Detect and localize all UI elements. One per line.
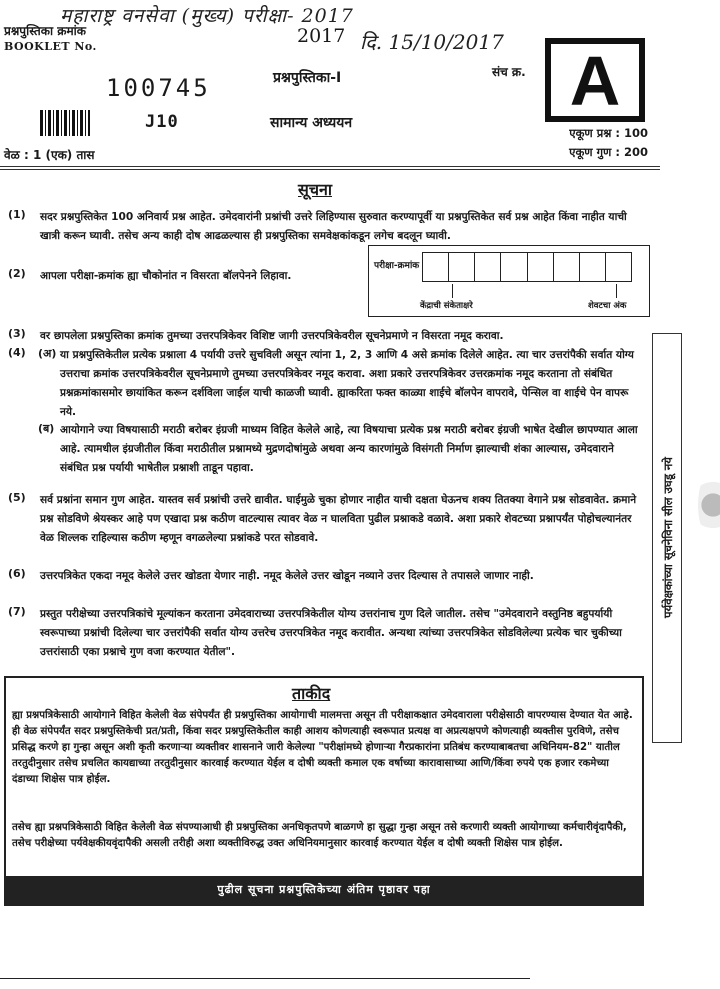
seat-caption-centre-code: केंद्राची संकेताक्षरे (420, 301, 473, 311)
total-marks: एकूण गुण : 200 (569, 145, 648, 159)
header-divider (0, 166, 660, 167)
seal-notice: पर्यवेक्षकांच्या सूचनेविना सील उघडू नये (661, 457, 675, 619)
instruction-number: (1) (8, 208, 26, 221)
staple-mark-icon (698, 470, 720, 540)
instruction-item: सर्व प्रश्नांना समान गुण आहेत. यास्तव सर्व प्रश्नांची उत्तरे द्यावीत. घाईमुळे चुका होणार नाहीत याची दक्षता घेऊनच शक्य तितक्या वेगाने प्रश्न सोडवावेत. क्रमाने प्रश्न सोडविणे श्रेयस्कर आहे पण एखादा प्रश्न कठीण वाटल्यास त्यावर वेळ न घालविता पुढील प्रश्नाकडे वळावे. अशा प्रकारे शेवटच्या प्रश्नापर्यंत पोहोचल्यानंतर वेळ शिल्लक राहिल्यास कठीण म्हणून वगळलेल्या प्रश्नांकडे परत सोडवावे. (40, 494, 637, 544)
paper-code: J10 (145, 112, 179, 132)
instruction-item: उत्तरपत्रिकेत एकदा नमूद केलेले उत्तर खोडता येणार नाही. नमूद केलेले उत्तर खोडून नव्याने उत्तर दिल्यास ते तपासले जाणार नाही. (40, 570, 534, 582)
seat-digit-box[interactable] (501, 253, 527, 281)
booklet-number: 100745 (106, 74, 211, 102)
instructions-heading: सूचना (298, 180, 333, 199)
seat-digit-box[interactable] (554, 253, 580, 281)
instruction-number: (5) (8, 491, 26, 504)
arrow-up-icon (616, 284, 617, 298)
warning-footer-banner: पुढील सूचना प्रश्नपुस्तिकेच्या अंतिम पृष्ठावर पहा (6, 876, 642, 904)
handwritten-title: महाराष्ट्र वनसेवा (मुख्य) परीक्षा- 2017 (60, 5, 354, 27)
subject-title: सामान्य अध्ययन (270, 115, 353, 131)
warning-paragraph: तसेच ह्या प्रश्नपत्रिकेसाठी विहित केलेली वेळ संपण्याआधी ही प्रश्नपुस्तिका अनधिकृतपणे बाळगणे हा सुद्धा गुन्हा असून तसे करणारी व्यक्ती आयोगाच्या कर्मचारीवृंदापैकी, तसेच परीक्षेच्या पर्यवेक्षकीयवृंदापैकी असली तरीही अशा व्यक्तीविरुद्ध उक्त अधिनियमानुसार कारवाई करण्यात येईल व दोषी व्यक्ती शिक्षेस पात्र होईल. (12, 822, 627, 849)
instruction-item: प्रस्तुत परीक्षेच्या उत्तरपत्रिकांचे मूल्यांकन करताना उमेदवाराच्या उत्तरपत्रिकेतील योग्य उत्तरांनाच गुण दिले जातील. तसेच "उमेदवाराने वस्तुनिष्ठ बहुपर्यायी स्वरूपाच्या प्रश्नांची दिलेल्या चार उत्तरांपैकी सर्वात योग्य उत्तरेच उत्तरपत्रिकेत नमूद करावीत. अन्यथा त्यांच्या उत्तरपत्रिकेत सोडविलेल्या प्रत्येक चार चुकीच्या उत्तरांसाठी एका प्रश्नाचे गुण वजा करण्यात येतील". (40, 608, 622, 658)
booklet-title: प्रश्नपुस्तिका-I (273, 70, 342, 86)
instruction-number: (6) (8, 567, 26, 580)
instruction-item: सदर प्रश्नपुस्तिकेत 100 अनिवार्य प्रश्न आहेत. उमेदवारांनी प्रश्नांची उत्तरे लिहिण्यास सुरुवात करण्यापूर्वी या प्रश्नपुस्तिकेत सर्व प्रश्न आहेत किंवा नाहीत याची खात्री करून घ्यावी. तसेच अन्य काही दोष आढळल्यास ही प्रश्नपुस्तिका समवेक्षकांकडून लगेच बदलून घ्यावी. (40, 211, 627, 242)
instruction-number: (4) (8, 346, 26, 359)
bottom-divider (0, 978, 530, 979)
seat-caption-last-digit: शेवटचा अंक (588, 301, 627, 311)
set-letter: A (569, 42, 621, 120)
set-letter-box (545, 38, 645, 122)
seat-digit-box[interactable] (528, 253, 554, 281)
seat-digit-box[interactable] (475, 253, 501, 281)
warning-heading: ताकीद (292, 684, 331, 703)
instruction-item: या प्रश्नपुस्तिकेतील प्रत्येक प्रश्नाला 4 पर्यायी उत्तरे सुचविली असून त्यांना 1, 2, 3 आणि 4 असे क्रमांक दिलेले आहेत. त्या चार उत्तरांपैकी सर्वात योग्य उत्तराचा क्रमांक उत्तरपत्रिकेवरील सूचनेप्रमाणे तुमच्या उत्तरपत्रिकेवर नमूद करावा. अशा प्रकारे उत्तरपत्रिकेवर उत्तरक्रमांक नमूद करताना तो संबंधित प्रश्नक्रमांकासमोर छायांकित करून दर्शविला जाईल याची काळजी घ्यावी. ह्याकरिता फक्त काळ्या शाईचे बॉलपेन वापरावे, पेन्सिल वा शाईचे पेन वापरू नये. (60, 349, 634, 418)
booklet-label-marathi: प्रश्नपुस्तिका क्रमांक (4, 24, 86, 38)
warning-paragraph: ह्या प्रश्नपत्रिकेसाठी आयोगाने विहित केलेली वेळ संपेपर्यंत ही प्रश्नपुस्तिका आयोगाची मालमत्ता असून ती परीक्षाकक्षात उमेदवाराला परीक्षेसाठी वापरण्यास देण्यात येत आहे. ही वेळ संपेपर्यंत सदर प्रश्नपुस्तिकेची प्रत/प्रती, किंवा सदर प्रश्नपुस्तिकेतील काही आशय कोणत्याही स्वरूपात प्रत्यक्ष वा अप्रत्यक्षपणे कोणत्याही व्यक्तीस पुरविणे, तसेच प्रसिद्ध करणे हा गुन्हा असून अशी कृती करणाऱ्या व्यक्तीवर शासनाने जारी केलेल्या "परीक्षांमध्ये होणाऱ्या गैरप्रकारांना प्रतिबंध करण्याबाबतचा अधिनियम-82" यातील तरतुदीनुसार तसेच प्रचलित कायद्याच्या तरतुदीनुसार कारवाई करण्यात येईल व दोषी व्यक्ती कमाल एक वर्षाच्या कारावासाच्या आणि/किंवा रुपये एक हजार रकमेच्या दंडाच्या शिक्षेस पात्र होईल. (12, 710, 633, 785)
seat-number-label: परीक्षा-क्रमांक (374, 261, 420, 271)
instruction-item: आयोगाने ज्या विषयासाठी मराठी बरोबर इंग्रजी माध्यम विहित केलेले आहे, त्या विषयाचा प्रत्येक प्रश्न मराठी बरोबर इंग्रजी भाषेत देखील छापण्यात आला आहे. त्यामधील इंग्रजीतील किंवा मराठीतील प्रश्नामध्ये मुद्रणदोषांमुळे अथवा अन्य कारणांमुळे विसंगती निर्माण झाल्याची शंका आल्यास, उमेदवाराने संबंधित प्रश्न पर्यायी भाषेतील प्रश्नाशी ताडून पहावा. (60, 424, 638, 474)
set-label: संच क्र. (492, 65, 526, 79)
seat-digit-box[interactable] (580, 253, 606, 281)
instruction-number: (2) (8, 267, 26, 280)
instruction-sub-label: (अ) (38, 347, 57, 360)
instruction-number: (3) (8, 327, 26, 340)
arrow-up-icon (452, 284, 453, 298)
seat-digit-box[interactable] (423, 253, 449, 281)
booklet-label-english: BOOKLET No. (4, 40, 97, 53)
handwritten-date: दि. 15/10/2017 (360, 30, 504, 54)
header-divider-2 (0, 169, 660, 170)
instruction-number: (7) (8, 605, 26, 618)
seal-side-panel (652, 333, 682, 743)
seat-number-boxes[interactable] (422, 252, 632, 282)
instruction-sub-label: (ब) (38, 422, 55, 435)
total-questions: एकूण प्रश्न : 100 (569, 126, 648, 140)
exam-time: वेळ : 1 (एक) तास (4, 148, 95, 162)
barcode-icon (40, 110, 90, 136)
exam-year: 2017 (297, 25, 346, 47)
instruction-item: आपला परीक्षा-क्रमांक ह्या चौकोनांत न विसरता बॉलपेनने लिहावा. (40, 270, 292, 282)
instruction-item: वर छापलेला प्रश्नपुस्तिका क्रमांक तुमच्या उत्तरपत्रिकेवर विशिष्ट जागी उत्तरपत्रिकेवरील सूचनेप्रमाणे न विसरता नमूद करावा. (40, 330, 504, 342)
seat-digit-box[interactable] (606, 253, 631, 281)
seat-digit-box[interactable] (449, 253, 475, 281)
